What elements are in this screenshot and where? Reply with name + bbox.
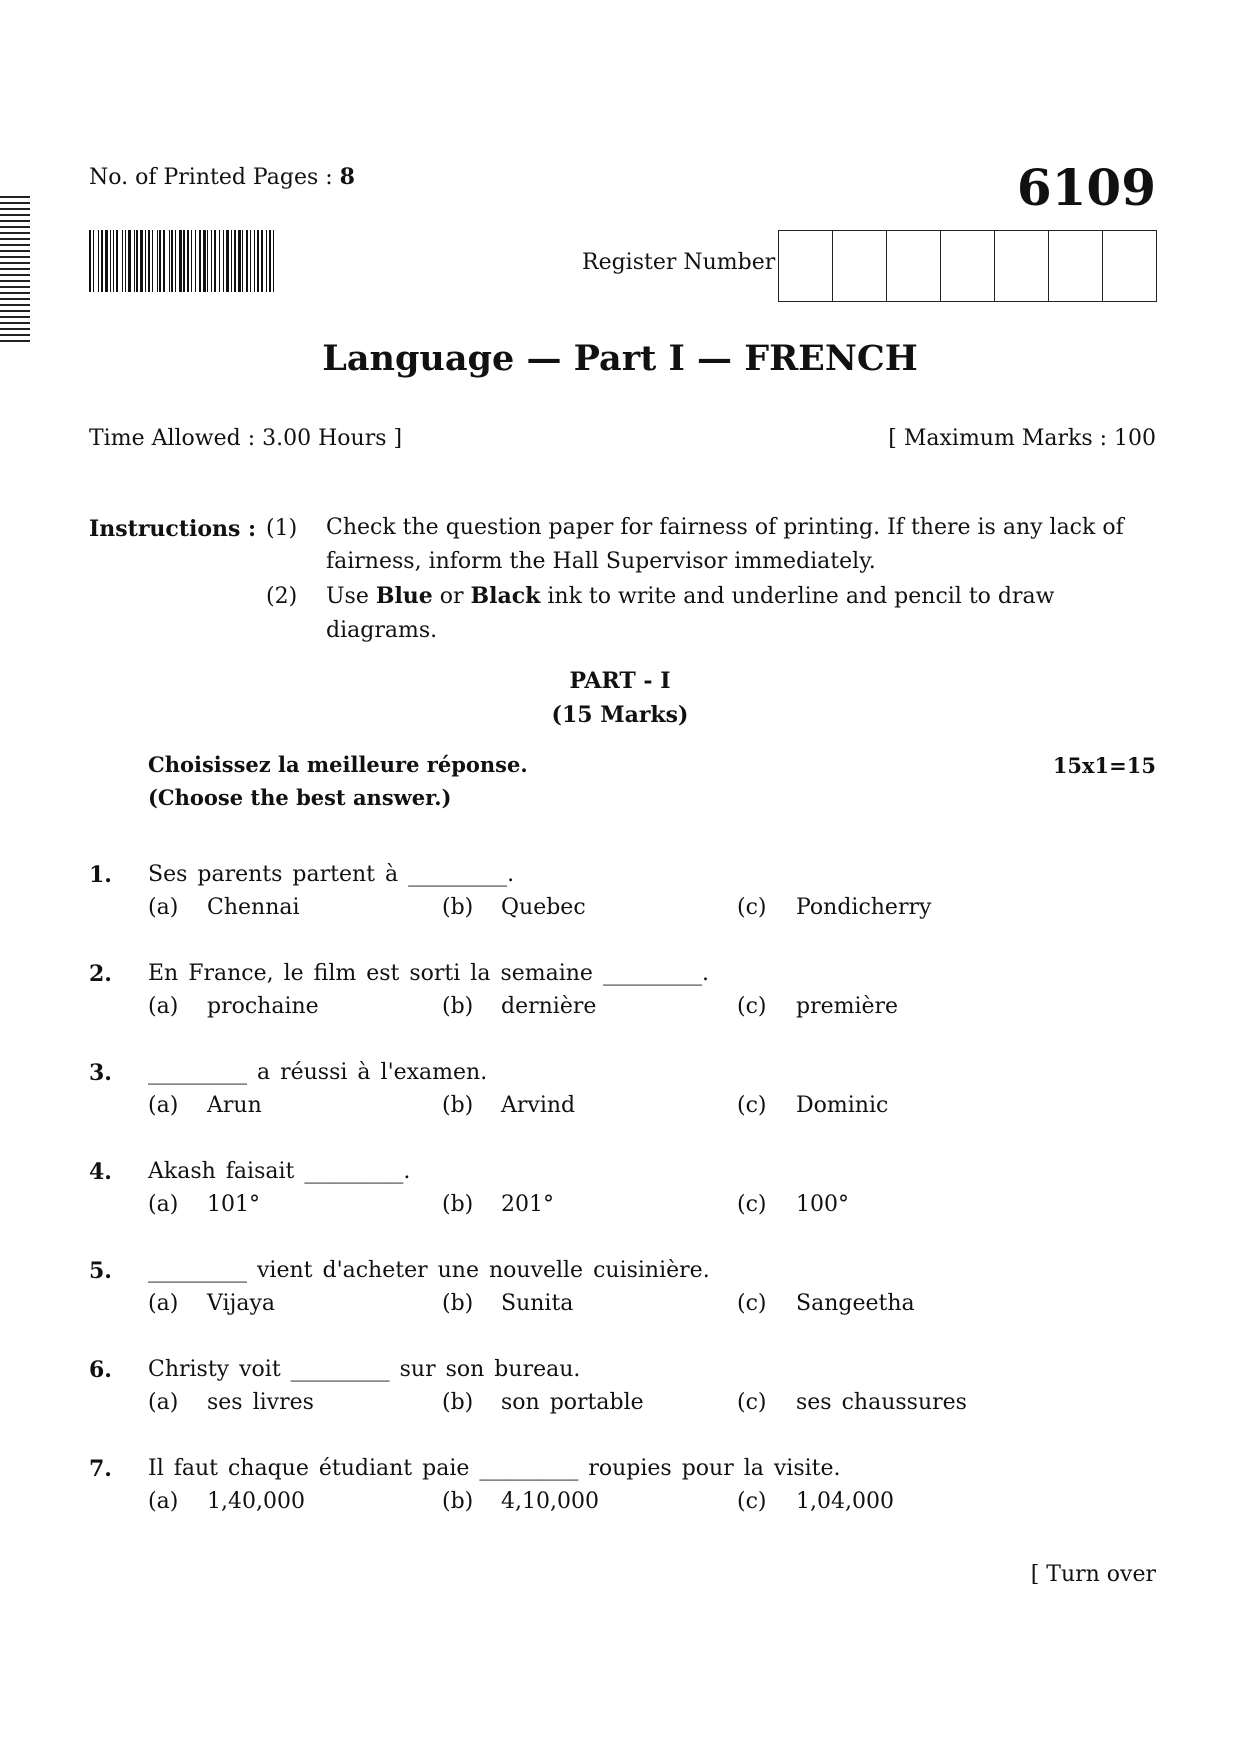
option-text: ses livres (207, 1390, 314, 1415)
option-text: Chennai (207, 895, 300, 920)
option-letter: (b) (442, 1489, 474, 1514)
instruction-text: or (432, 584, 471, 609)
instruction-text: ink to write and underline and pencil to draw (540, 584, 1055, 609)
question-text: Akash faisait _________. (148, 1159, 411, 1184)
option-text: Sunita (501, 1291, 574, 1316)
option-letter: (b) (442, 1390, 474, 1415)
question-number: 6. (89, 1357, 112, 1383)
register-digit-box[interactable] (887, 231, 941, 301)
barcode-image (89, 230, 275, 292)
question-text: _________ vient d'acheter une nouvelle cuisinière. (148, 1258, 710, 1283)
question-number: 1. (89, 862, 112, 888)
option-letter: (a) (148, 1489, 179, 1514)
side-registration-marks (0, 196, 30, 344)
instruction-line: Check the question paper for fairness of printing. If there is any lack of (326, 515, 1124, 540)
paper-code: 6109 (1016, 158, 1156, 217)
part-heading (0, 664, 1240, 732)
option-text: son portable (501, 1390, 644, 1415)
instruction-line: diagrams. (326, 618, 438, 643)
question-number: 3. (89, 1060, 112, 1086)
option-text: Arun (207, 1093, 262, 1118)
instruction-line (326, 579, 1160, 614)
register-digit-box[interactable] (1103, 231, 1156, 301)
instruction-bold-text: Blue (375, 583, 433, 609)
part-marks: (15 Marks) (551, 702, 689, 728)
instructions-label (89, 516, 256, 542)
option-text: Vijaya (207, 1291, 276, 1316)
register-digit-box[interactable] (779, 231, 833, 301)
instruction-text: Use (326, 584, 376, 609)
instructions-label-text: Instructions : (89, 516, 257, 542)
register-digit-box[interactable] (833, 231, 887, 301)
printed-pages-line (89, 164, 355, 190)
option-letter: (b) (442, 895, 474, 920)
instruction-item (326, 511, 1160, 579)
register-digit-box[interactable] (1049, 231, 1103, 301)
option-letter: (c) (737, 1390, 767, 1415)
option-letter: (c) (737, 994, 767, 1019)
instruction-number: (1) (266, 516, 298, 541)
directions-french: Choisissez la meilleure réponse. (148, 752, 528, 777)
part-title: PART - I (569, 668, 671, 694)
option-text: Arvind (501, 1093, 576, 1118)
option-text: Sangeetha (796, 1291, 915, 1316)
option-letter: (c) (737, 1291, 767, 1316)
printed-pages-label: No. of Printed Pages : (89, 165, 333, 190)
option-letter: (b) (442, 1093, 474, 1118)
option-letter: (a) (148, 1093, 179, 1118)
instruction-bold-text: Black (470, 583, 541, 609)
question-number: 7. (89, 1456, 112, 1482)
directions (148, 748, 528, 814)
marks-scheme: 15x1=15 (1052, 753, 1156, 778)
question-number: 2. (89, 961, 112, 987)
register-number-label: Register Number (582, 250, 776, 275)
option-text: 4,10,000 (501, 1489, 599, 1514)
option-letter: (b) (442, 1192, 474, 1217)
option-text: prochaine (207, 994, 319, 1019)
register-digit-box[interactable] (995, 231, 1049, 301)
instruction-item (326, 579, 1160, 648)
turn-over-note: [ Turn over (1030, 1562, 1156, 1587)
printed-pages-value: 8 (339, 164, 355, 190)
instruction-number: (2) (266, 584, 298, 609)
option-letter: (c) (737, 1192, 767, 1217)
option-letter: (b) (442, 1291, 474, 1316)
option-text: 201° (501, 1192, 554, 1217)
option-letter: (a) (148, 1390, 179, 1415)
option-text: 1,40,000 (207, 1489, 305, 1514)
instruction-line: fairness, inform the Hall Supervisor immediately. (326, 549, 876, 574)
question-text: Il faut chaque étudiant paie _________ roupies pour la visite. (148, 1456, 841, 1481)
option-letter: (c) (737, 895, 767, 920)
option-text: 101° (207, 1192, 260, 1217)
option-letter: (b) (442, 994, 474, 1019)
option-text: 1,04,000 (796, 1489, 894, 1514)
option-text: ses chaussures (796, 1390, 967, 1415)
option-letter: (c) (737, 1093, 767, 1118)
register-number-boxes (778, 230, 1157, 302)
time-allowed: Time Allowed : 3.00 Hours ] (89, 426, 403, 451)
register-digit-box[interactable] (941, 231, 995, 301)
option-letter: (a) (148, 895, 179, 920)
option-text: 100° (796, 1192, 849, 1217)
option-letter: (a) (148, 1192, 179, 1217)
option-letter: (a) (148, 994, 179, 1019)
paper-title: Language — Part I — FRENCH (322, 338, 918, 379)
question-number: 4. (89, 1159, 112, 1185)
option-text: Quebec (501, 895, 586, 920)
option-text: Pondicherry (796, 895, 932, 920)
option-letter: (a) (148, 1291, 179, 1316)
question-text: Christy voit _________ sur son bureau. (148, 1357, 581, 1382)
question-number: 5. (89, 1258, 112, 1284)
maximum-marks: [ Maximum Marks : 100 (888, 426, 1156, 451)
question-text: Ses parents partent à _________. (148, 862, 515, 887)
option-text: dernière (501, 994, 597, 1019)
directions-english: (Choose the best answer.) (148, 785, 452, 810)
question-text: En France, le film est sorti la semaine _________. (148, 961, 709, 986)
question-text: _________ a réussi à l'examen. (148, 1060, 488, 1085)
option-text: Dominic (796, 1093, 889, 1118)
option-letter: (c) (737, 1489, 767, 1514)
option-text: première (796, 994, 899, 1019)
